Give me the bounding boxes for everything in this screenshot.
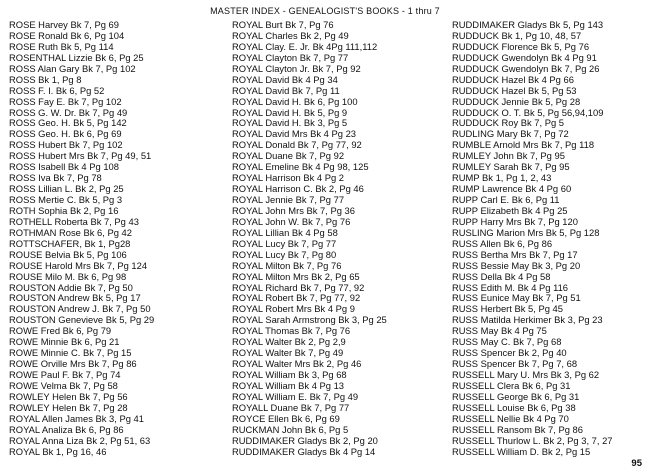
index-entry: ROSE Ruth Bk 5, Pg 114 bbox=[9, 40, 114, 52]
index-entry: ROYAL Walter Bk 7, Pg 49 bbox=[232, 347, 344, 359]
index-entry: ROYAL William Bk 4 Pg 13 bbox=[232, 379, 345, 391]
index-entry: ROSS Hubert Mrs Bk 7, Pg 49, 51 bbox=[9, 150, 152, 162]
index-entry: RUSSELL Ransom Bk 7, Pg 86 bbox=[452, 423, 583, 435]
index-entry: ROYAL William Bk 3, Pg 68 bbox=[232, 369, 347, 380]
index-entry: ROSE Harvey Bk 7, Pg 69 bbox=[9, 19, 119, 30]
index-entry: ROYAL David H. Bk 5, Pg 9 bbox=[232, 106, 348, 118]
index-entry: ROYCE Ellen Bk 6, Pg 69 bbox=[232, 412, 340, 424]
index-entry: RUDDUCK Jennie Bk 5, Pg 28 bbox=[452, 95, 581, 107]
index-entry: ROSS Bk 1, Pg 8 bbox=[9, 73, 82, 85]
index-entry: ROYAL John Mrs Bk 7, Pg 36 bbox=[232, 204, 355, 216]
index-entry: ROYAL Clayton Bk 7, Pg 77 bbox=[232, 51, 349, 63]
index-entry: ROYAL Milton Bk 7, Pg 76 bbox=[232, 259, 342, 271]
index-entry: RUSLING Marion Mrs Bk 5, Pg 128 bbox=[452, 226, 600, 238]
index-entry: RUSS May C. Bk 7, Pg 68 bbox=[452, 336, 562, 348]
index-entry: RUSS Herbert Bk 5, Pg 45 bbox=[452, 303, 563, 315]
index-entry: ROWE Orville Mrs Bk 7, Pg 86 bbox=[9, 358, 137, 370]
index-entry: ROSS Isabell Bk 4 Pg 108 bbox=[9, 161, 119, 173]
index-entry: RUCKMAN John Bk 6, Pg 5 bbox=[232, 423, 349, 435]
index-entry: ROSS F. I. Bk 6, Pg 52 bbox=[9, 84, 105, 96]
index-entry: ROYAL David H. Bk 6, Pg 100 bbox=[232, 95, 358, 107]
index-entry: ROTHELL Roberta Bk 7, Pg 43 bbox=[9, 215, 139, 227]
index-entry: RUDDUCK Gwendolyn Bk 4 Pg 91 bbox=[452, 51, 597, 63]
index-entry: RUSS Bertha Mrs Bk 7, Pg 17 bbox=[452, 248, 578, 260]
index-entry: ROYAL Lillian Bk 4 Pg 58 bbox=[232, 226, 338, 238]
index-entry: ROTH Sophia Bk 2, Pg 16 bbox=[9, 204, 119, 216]
index-entry: ROSE Ronald Bk 6, Pg 104 bbox=[9, 29, 125, 41]
index-entry: RUMP Lawrence Bk 4 Pg 60 bbox=[452, 183, 572, 195]
index-entry: ROYAL David Bk 4 Pg 34 bbox=[232, 73, 338, 85]
index-entry: ROWLEY Helen Bk 7, Pg 28 bbox=[9, 401, 128, 413]
index-column-3 bbox=[452, 20, 613, 458]
index-entry: ROYAL Analiza Bk 6, Pg 86 bbox=[9, 423, 124, 435]
index-entry: ROSS Fay E. Bk 7, Pg 102 bbox=[9, 95, 122, 107]
index-entry: ROTHMAN Rose Bk 6, Pg 42 bbox=[9, 226, 132, 238]
index-entry: RUDDIMAKER Gladys Bk 4 Pg 14 bbox=[232, 445, 376, 457]
index-entry: ROYAL Duane Bk 7, Pg 92 bbox=[232, 150, 345, 162]
index-entry: RUSS Spencer Bk 7, Pg 7, 68 bbox=[452, 358, 578, 370]
index-entry: ROYAL Sarah Armstrong Bk 3, Pg 25 bbox=[232, 314, 387, 326]
index-entry: RUSS Della Bk 4 Pg 58 bbox=[452, 270, 551, 282]
index-entry: RUSSELL Nellie Bk 4 Pg 70 bbox=[452, 412, 569, 424]
index-entry: ROYAL Allen James Bk 3, Pg 41 bbox=[9, 412, 144, 424]
index-entry: ROYAL Harrison C. Bk 2, Pg 46 bbox=[232, 183, 364, 195]
index-entry: ROYAL Thomas Bk 7, Pg 76 bbox=[232, 325, 351, 337]
index-entry: ROUSTON Addie Bk 7, Pg 50 bbox=[9, 281, 133, 293]
index-column-2 bbox=[232, 20, 387, 458]
index-entry: ROUSE Milo M. Bk 6, Pg 98 bbox=[9, 270, 127, 282]
index-entry: RUDDIMAKER Gladys Bk 5, Pg 143 bbox=[452, 19, 604, 30]
index-entry: ROYAL Jennie Bk 7, Pg 77 bbox=[232, 194, 345, 205]
index-entry: ROSS Iva Bk 7, Pg 78 bbox=[9, 172, 102, 184]
index-entry: ROUSTON Genevieve Bk 5, Pg 29 bbox=[9, 314, 155, 326]
index-entry: ROSS Geo. H. Bk 6, Pg 69 bbox=[9, 128, 122, 140]
index-entry: RUDDUCK O. T. Bk 5, Pg 56,94,109 bbox=[452, 106, 604, 118]
index-entry: RUMP Bk 1, Pg 1, 2, 43 bbox=[452, 172, 552, 184]
index-entry: RUSSELL Louise Bk 6, Pg 38 bbox=[452, 401, 576, 413]
index-entry: ROWE Fred Bk 6, Pg 79 bbox=[9, 325, 112, 337]
index-entry: RUMLEY Sarah Bk 7, Pg 95 bbox=[452, 161, 570, 173]
index-entry: RUMBLE Arnold Mrs Bk 7, Pg 118 bbox=[452, 139, 595, 151]
index-entry: RUPP Elizabeth Bk 4 Pg 25 bbox=[452, 204, 568, 216]
index-entry: ROYAL Clay. E. Jr. Bk 4Pg 111,112 bbox=[232, 40, 378, 52]
index-entry: RUSS Matilda Herkimer Bk 3, Pg 23 bbox=[452, 314, 603, 326]
index-entry: ROSS Lillian L. Bk 2, Pg 25 bbox=[9, 183, 124, 195]
index-entry: RUPP Carl E. Bk 6, Pg 11 bbox=[452, 194, 560, 205]
index-entry: ROYAL Charles Bk 2, Pg 49 bbox=[232, 29, 349, 41]
index-entry: RUSS Edith M. Bk 4 Pg 116 bbox=[452, 281, 569, 293]
index-entry: ROYAL William E. Bk 7, Pg 49 bbox=[232, 390, 359, 402]
index-entry: RUDDUCK Florence Bk 5, Pg 76 bbox=[452, 40, 590, 52]
index-entry: ROSS Hubert Bk 7, Pg 102 bbox=[9, 139, 123, 151]
index-entry: ROYAL Clayton Jr. Bk 7, Pg 92 bbox=[232, 62, 361, 74]
index-entry: ROYAL David Mrs Bk 4 Pg 23 bbox=[232, 128, 357, 140]
index-entry: ROTTSCHAFER, Bk 1, Pg28 bbox=[9, 237, 131, 249]
index-entry: RUSS May Bk 4 Pg 75 bbox=[452, 325, 547, 337]
index-entry: RUSSELL Thurlow L. Bk 2, Pg 3, 7, 27 bbox=[452, 434, 613, 446]
index-entry: RUMLEY John Bk 7, Pg 95 bbox=[452, 150, 565, 162]
index-entry: ROYAL Anna Liza Bk 2, Pg 51, 63 bbox=[9, 434, 151, 446]
index-entry: ROSS G. W. Dr. Bk 7, Pg 49 bbox=[9, 106, 128, 118]
index-entry: ROSS Geo. H. Bk 5, Pg 142 bbox=[9, 117, 127, 129]
index-entry: ROYALL Duane Bk 7, Pg 77 bbox=[232, 401, 350, 413]
index-entry: RUDLING Mary Bk 7, Pg 72 bbox=[452, 128, 569, 140]
index-entry: ROWE Minnie Bk 6, Pg 21 bbox=[9, 336, 120, 348]
index-entry: ROSENTHAL Lizzie Bk 6, Pg 25 bbox=[9, 51, 144, 63]
page-number: 95 bbox=[631, 458, 642, 469]
index-entry: ROUSTON Andrew J. Bk 7, Pg 50 bbox=[9, 303, 151, 315]
index-entry: ROYAL David H. Bk 3, Pg 5 bbox=[232, 117, 348, 129]
index-entry: RUSS Bessie May Bk 3, Pg 20 bbox=[452, 259, 581, 271]
index-entry: RUPP Harry Mrs Bk 7, Pg 120 bbox=[452, 215, 578, 227]
index-entry: RUSSELL Clera Bk 6, Pg 31 bbox=[452, 379, 571, 391]
index-entry: RUSS Eunice May Bk 7, Pg 51 bbox=[452, 292, 581, 304]
index-entry: ROYAL Richard Bk 7, Pg 77, 92 bbox=[232, 281, 365, 293]
index-entry: RUSSELL William D. Bk 2, Pg 15 bbox=[452, 445, 591, 457]
index-entry: ROYAL David Bk 7, Pg 11 bbox=[232, 84, 340, 96]
index-entry: RUSSELL George Bk 6, Pg 31 bbox=[452, 390, 580, 402]
index-entry: ROYAL Walter Bk 2, Pg 2,9 bbox=[232, 336, 346, 348]
index-entry: ROYAL John W. Bk 7, Pg 76 bbox=[232, 215, 351, 227]
index-entry: RUSS Spencer Bk 2, Pg 40 bbox=[452, 347, 567, 359]
index-entry: ROWLEY Helen Bk 7, Pg 56 bbox=[9, 390, 128, 402]
index-entry: ROWE Paul F. Bk 7, Pg 74 bbox=[9, 369, 121, 380]
index-entry: ROYAL Harrison Bk 4 Pg 2 bbox=[232, 172, 345, 184]
index-entry: ROYAL Lucy Bk 7, Pg 77 bbox=[232, 237, 337, 249]
index-entry: ROYAL Robert Bk 7, Pg 77, 92 bbox=[232, 292, 361, 304]
index-entry: RUDDUCK Bk 1, Pg 10, 48, 57 bbox=[452, 29, 582, 41]
index-entry: ROUSTON Andrew Bk 5, Pg 17 bbox=[9, 292, 141, 304]
index-entry: RUDDUCK Hazel Bk 5, Pg 53 bbox=[452, 84, 577, 96]
index-entry: RUSSELL Mary U. Mrs Bk 3, Pg 62 bbox=[452, 369, 600, 380]
index-entry: ROYAL Donald Bk 7, Pg 77, 92 bbox=[232, 139, 362, 151]
index-column-1 bbox=[9, 20, 154, 458]
index-entry: ROYAL Milton Mrs Bk 2, Pg 65 bbox=[232, 270, 360, 282]
index-entry: RUDDUCK Gwendolyn Bk 7, Pg 26 bbox=[452, 62, 600, 74]
index-entry: RUDDIMAKER Gladys Bk 2, Pg 20 bbox=[232, 434, 378, 446]
index-entry: ROYAL Lucy Bk 7, Pg 80 bbox=[232, 248, 337, 260]
index-entry: ROYAL Burt Bk 7, Pg 76 bbox=[232, 19, 334, 30]
index-entry: ROSS Mertie C. Bk 5, Pg 3 bbox=[9, 194, 123, 205]
index-entry: ROYAL Robert Mrs Bk 4 Pg 9 bbox=[232, 303, 355, 315]
index-entry: ROYAL Bk 1, Pg 16, 46 bbox=[9, 445, 107, 457]
index-entry: RUDDUCK Roy Bk 7, Pg 5 bbox=[452, 117, 565, 129]
index-entry: ROYAL Walter Mrs Bk 2, Pg 46 bbox=[232, 358, 362, 370]
index-entry: RUDDUCK Hazel Bk 4 Pg 66 bbox=[452, 73, 574, 85]
index-entry: ROUSE Belvia Bk 5, Pg 106 bbox=[9, 248, 127, 260]
index-entry: ROWE Minnie C. Bk 7, Pg 15 bbox=[9, 347, 132, 359]
index-entry: ROYAL Emeline Bk 4 Pg 98, 125 bbox=[232, 161, 369, 173]
index-entry: RUSS Allen Bk 6, Pg 86 bbox=[452, 237, 553, 249]
index-entry: ROUSE Harold Mrs Bk 7, Pg 124 bbox=[9, 259, 148, 271]
page-title: MASTER INDEX - GENEALOGIST'S BOOKS - 1 thru 7 bbox=[210, 6, 440, 16]
index-entry: ROSS Alan Gary Bk 7, Pg 102 bbox=[9, 62, 136, 74]
index-entry: ROWE Velma Bk 7, Pg 58 bbox=[9, 379, 118, 391]
